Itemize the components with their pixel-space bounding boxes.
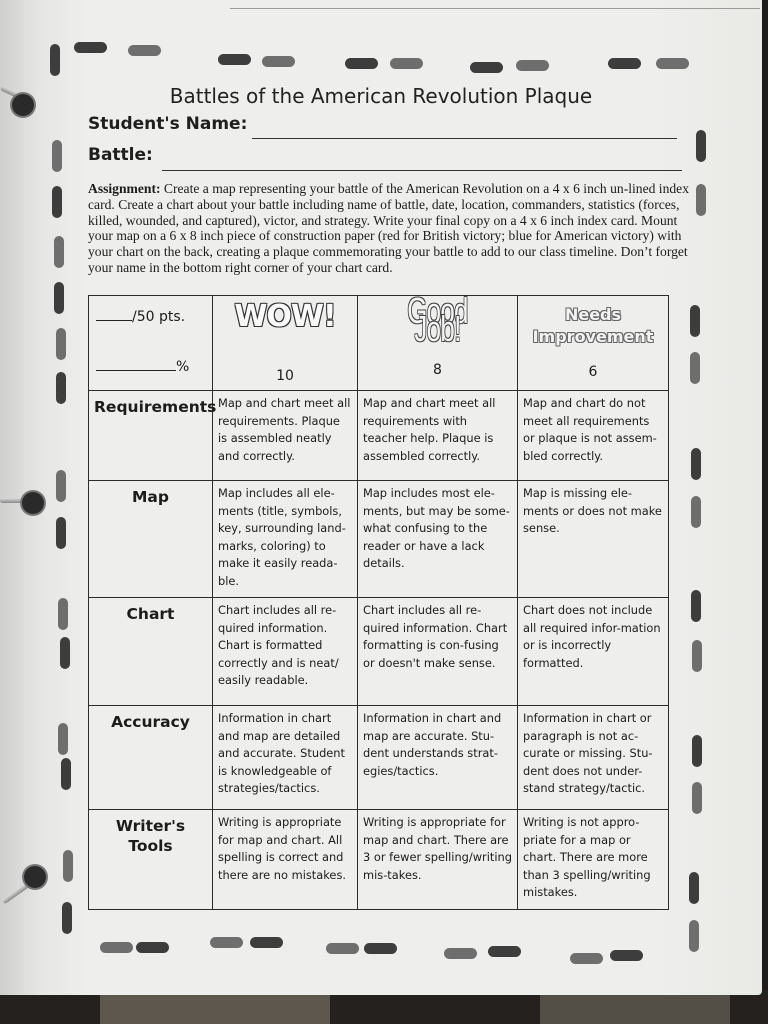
battle-label: Battle: <box>88 145 153 165</box>
border-dash <box>56 517 66 549</box>
border-dash <box>60 637 70 669</box>
background-floor <box>0 990 768 1024</box>
rubric-category: Accuracy <box>89 706 213 810</box>
border-dash <box>691 448 701 480</box>
level-header-good-job <box>358 290 518 391</box>
battle-input[interactable] <box>162 170 682 171</box>
border-dash <box>58 723 68 755</box>
binder-hole-icon <box>22 492 44 514</box>
border-dash <box>218 54 251 65</box>
rubric-cell: Writing is not appro-priate for a map or chart. There are more than 3 spelling/writing mistakes. <box>518 810 669 910</box>
rubric-cell: Chart includes all re-quired information. Chart is formatted correctly and is neat/ easily readable. <box>213 598 358 706</box>
border-dash <box>128 45 161 56</box>
border-dash <box>136 942 169 953</box>
background-shadow <box>540 990 730 1024</box>
border-dash <box>74 42 107 53</box>
border-dash <box>345 58 378 69</box>
page-title: Battles of the American Revolution Plaque <box>169 84 593 108</box>
level-score: 8 <box>433 362 442 379</box>
border-dash <box>54 282 64 314</box>
border-dash <box>100 942 133 953</box>
border-dash <box>610 950 643 961</box>
category-line1: Writer's <box>115 817 186 835</box>
border-dash <box>692 782 702 814</box>
binder-hole-icon <box>24 866 46 888</box>
border-dash <box>696 130 706 162</box>
border-dash <box>691 496 701 528</box>
border-dash <box>52 186 62 218</box>
background-shadow <box>100 990 330 1024</box>
assignment-text: Create a map representing your battle of the American Revolution on a 4 x 6 inch un-lined index card. Create a chart about your battle including name of battle, date, location, commanders, statistics (forces, killed, wounded, and captured), victor, and strategy. Write your final copy on a 4 x 6 inch index card. Mount your map on a 6 x 8 inch piece of construction paper (red for British victory; blue for American victory) with your chart on the back, creating a plaque commemorating your battle to add to our class timeline. Don’t forget your name in the bottom right corner of your chart card. <box>88 181 690 275</box>
border-dash <box>444 948 477 959</box>
student-name-input[interactable] <box>252 138 677 139</box>
rubric-cell: Chart includes all re-quired information. Chart formatting is con-fusing or doesn't make sense. <box>358 598 518 706</box>
rubric-category: Chart <box>89 598 213 706</box>
assignment-instructions <box>88 181 690 276</box>
rubric-table <box>88 290 669 910</box>
border-dash <box>689 920 699 952</box>
level-name: WOW! <box>234 299 336 334</box>
level-header-wow <box>213 296 358 391</box>
level-header-needs-improvement <box>518 296 669 391</box>
border-dash <box>62 902 72 934</box>
rubric-row-writers-tools <box>89 810 669 910</box>
rubric-cell: Information in chart and map are accurate. Stu-dent understands strat-egies/tactics. <box>358 706 518 810</box>
border-dash <box>570 953 603 964</box>
border-dash <box>326 943 359 954</box>
border-dash <box>691 590 701 622</box>
rubric-cell: Information in chart and map are detailed and accurate. Student is knowledgeable of strategies/tactics. <box>213 706 358 810</box>
rubric-row-accuracy <box>89 706 669 810</box>
level-score: 6 <box>588 364 598 381</box>
border-dash <box>54 236 64 268</box>
rubric-cell: Map and chart do not meet all requirements or plaque is not assem-bled correctly. <box>518 391 669 481</box>
border-dash <box>56 470 66 502</box>
border-dash <box>390 58 423 69</box>
points-label: /50 pts. <box>132 309 186 325</box>
score-entry-cell <box>89 296 213 391</box>
rubric-category: Requirements <box>89 391 213 481</box>
page-under-edge <box>230 8 760 9</box>
rubric-cell: Map and chart meet all requirements with teacher help. Plaque is assembled correctly. <box>358 391 518 481</box>
percent-blank[interactable] <box>96 356 176 371</box>
rubric-row-map <box>89 481 669 598</box>
assignment-label: Assignment: <box>88 181 161 196</box>
level-name-line2: Improvement <box>532 327 654 346</box>
border-dash <box>696 184 706 216</box>
border-dash <box>516 60 549 71</box>
rubric-row-chart <box>89 598 669 706</box>
rubric-cell: Chart does not include all required infor-mation or is incorrectly formatted. <box>518 598 669 706</box>
border-dash <box>690 305 700 337</box>
rubric-cell: Map includes all ele-ments (title, symbols, key, surrounding land-marks, coloring) to make it easily reada-ble. <box>213 481 358 598</box>
border-dash <box>50 44 60 76</box>
level-name-line1: Needs <box>564 305 622 324</box>
border-dash <box>63 850 73 882</box>
points-blank[interactable] <box>96 306 132 321</box>
percent-label: % <box>176 359 190 375</box>
border-dash <box>608 58 641 69</box>
category-line2: Tools <box>128 837 173 855</box>
border-dash <box>689 872 699 904</box>
rubric-cell: Information in chart or paragraph is not ac-curate or missing. Stu-dent does not under-stand strategy/tactic. <box>518 706 669 810</box>
border-dash <box>58 598 68 630</box>
rubric-category: Map <box>89 481 213 598</box>
border-dash <box>656 58 689 69</box>
border-dash <box>692 735 702 767</box>
rubric-cell: Map and chart meet all requirements. Plaque is assembled neatly and correctly. <box>213 391 358 481</box>
rubric-cell: Map is missing ele-ments or does not make sense. <box>518 481 669 598</box>
border-dash <box>488 946 521 957</box>
border-dash <box>364 943 397 954</box>
border-dash <box>56 372 66 404</box>
rubric-category <box>89 810 213 910</box>
border-dash <box>61 758 71 790</box>
rubric-cell: Writing is appropriate for map and chart. All spelling is correct and there are no mistakes. <box>213 810 358 910</box>
level-name: Good Job! <box>407 290 468 349</box>
level-score: 10 <box>276 368 294 385</box>
rubric-header-row <box>89 296 669 391</box>
border-dash <box>56 328 66 360</box>
border-dash <box>690 352 700 384</box>
rubric-cell: Map includes most ele-ments, but may be some-what confusing to the reader or have a lack details. <box>358 481 518 598</box>
border-dash <box>250 937 283 948</box>
border-dash <box>692 640 702 672</box>
border-dash <box>52 140 62 172</box>
rubric-row-requirements <box>89 391 669 481</box>
border-dash <box>210 937 243 948</box>
rubric-cell: Writing is appropriate for map and chart. There are 3 or fewer spelling/writing mis-takes. <box>358 810 518 910</box>
student-name-label: Student's Name: <box>88 114 248 134</box>
border-dash <box>470 62 503 73</box>
border-dash <box>262 56 295 67</box>
